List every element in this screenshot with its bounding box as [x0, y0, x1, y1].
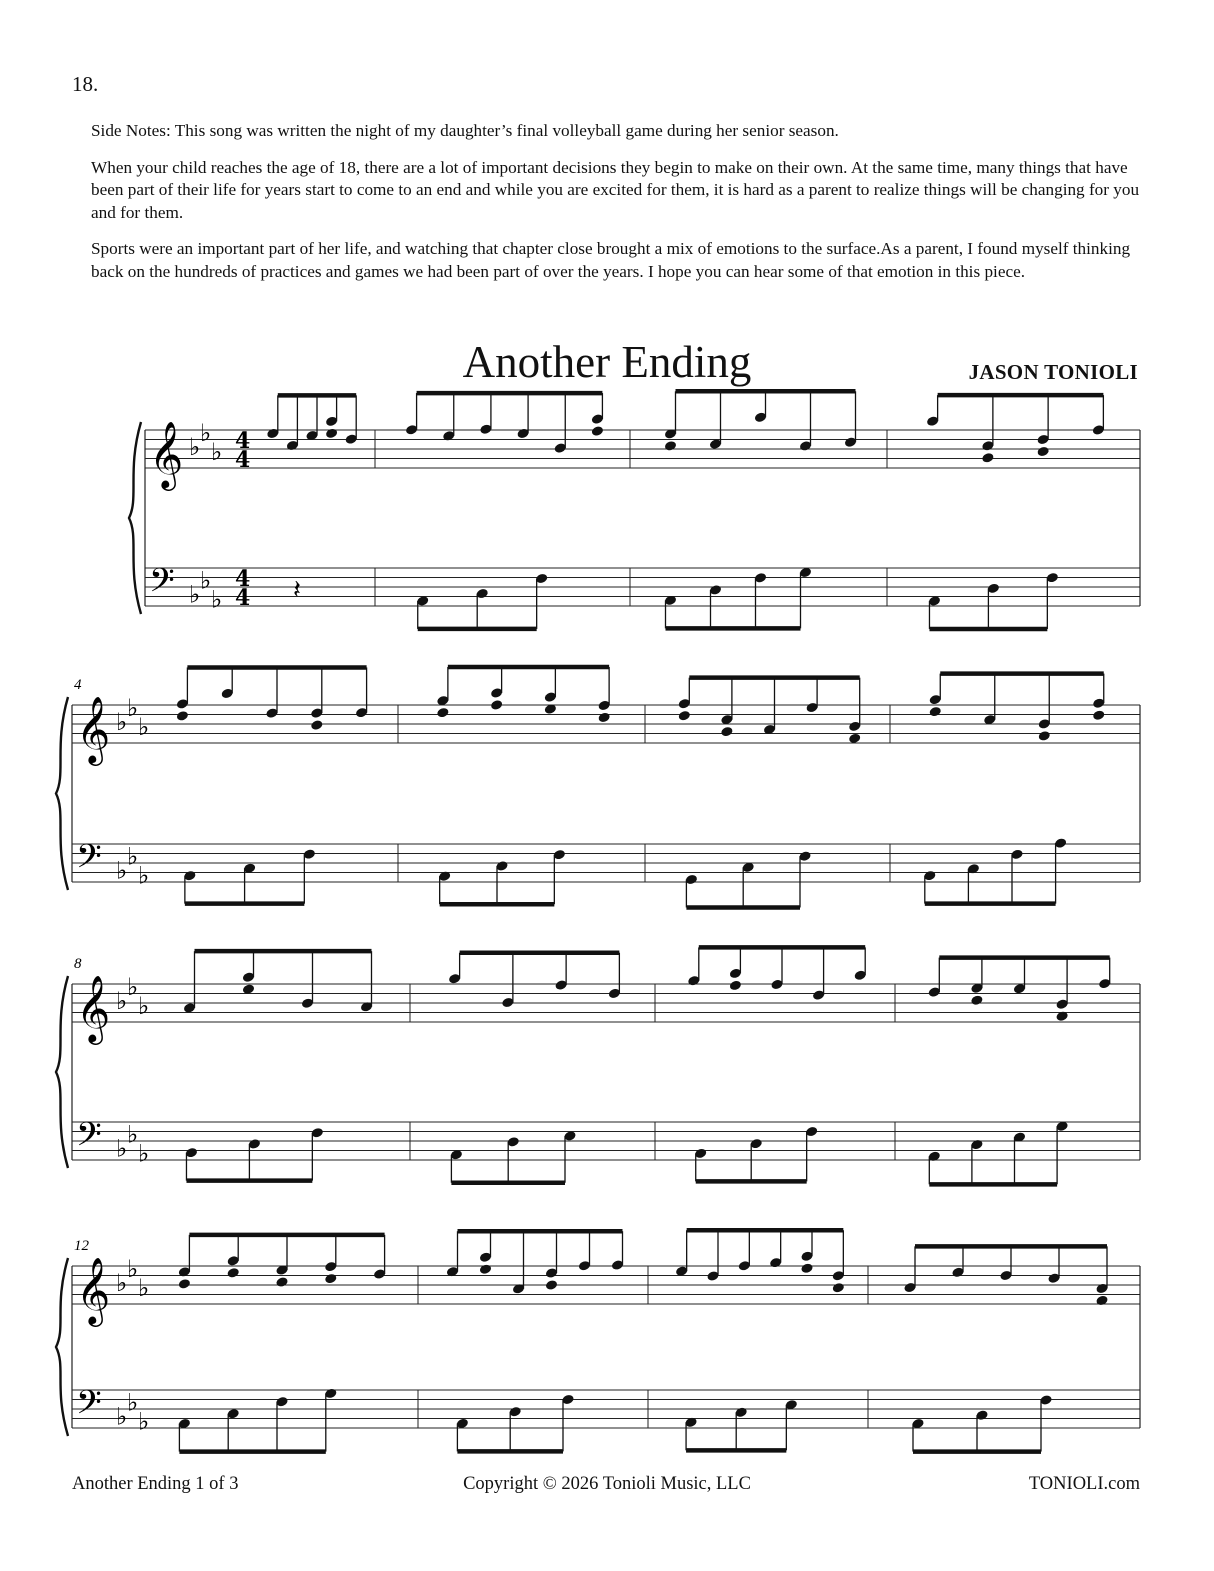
- time-signature: 4: [235, 585, 251, 611]
- footer-copyright: Copyright © 2026 Tonioli Music, LLC: [463, 1474, 751, 1494]
- note-head: [1092, 709, 1105, 721]
- flat-sign: ♭: [127, 972, 139, 1001]
- footer-page-info: Another Ending 1 of 3: [72, 1474, 239, 1494]
- music-system: [56, 667, 1140, 908]
- note-head: [720, 726, 733, 738]
- flat-sign: ♭: [116, 987, 128, 1015]
- bass-clef: 𝄢: [76, 1116, 102, 1162]
- note-head: [176, 710, 189, 722]
- time-signature: 4: [235, 447, 251, 473]
- treble-clef: 𝄞: [149, 420, 184, 488]
- page-number: 18.: [72, 72, 99, 96]
- brace: [56, 697, 68, 890]
- note-head: [729, 980, 742, 992]
- treble-clef: 𝄞: [76, 695, 111, 763]
- music-system: [56, 947, 1140, 1184]
- note-head: [490, 699, 503, 711]
- note-head: [800, 1262, 813, 1274]
- note-head: [832, 1282, 845, 1294]
- note-head: [981, 452, 994, 464]
- flat-sign: ♭: [138, 1407, 150, 1436]
- music-system: [129, 391, 1140, 629]
- bass-clef: 𝄢: [76, 838, 102, 884]
- note-head: [545, 1279, 558, 1291]
- flat-sign: ♭: [116, 856, 128, 885]
- flat-sign: ♭: [138, 861, 150, 890]
- note-head: [848, 732, 861, 744]
- footer-website: TONIOLI.com: [1028, 1474, 1140, 1494]
- music-system: [56, 1230, 1140, 1451]
- flat-sign: ♭: [116, 1402, 128, 1431]
- brace: [129, 422, 141, 614]
- treble-clef: 𝄞: [76, 974, 111, 1042]
- composer-name: JASON TONIOLI: [968, 360, 1138, 384]
- measure-number: 8: [74, 956, 82, 972]
- rest-symbol: 𝄽: [293, 575, 301, 605]
- flat-sign: ♭: [116, 1269, 128, 1297]
- song-title: Another Ending: [462, 337, 752, 387]
- note-head: [324, 1273, 337, 1285]
- flat-sign: ♭: [127, 1254, 139, 1283]
- time-signature: 4: [235, 428, 251, 454]
- flat-sign: ♭: [116, 708, 128, 736]
- brace: [56, 976, 68, 1168]
- note-head: [678, 710, 691, 722]
- bass-clef: 𝄢: [76, 1384, 102, 1430]
- note-head: [591, 425, 604, 437]
- flat-sign: ♭: [138, 1139, 150, 1168]
- note-head: [436, 707, 449, 719]
- note-head: [178, 1278, 191, 1290]
- note-head: [970, 994, 983, 1006]
- side-notes-paragraph-2: Sports were an important part of her life, and watching that chapter close brought a mix of emotions to the surface.As a parent, I found myself thinking back on the hundreds of practices and games we had been part of over the years. I hope you can hear some of that emotion in this piece.: [91, 239, 1131, 281]
- note-head: [310, 719, 323, 731]
- note-head: [1038, 730, 1051, 742]
- note-head: [1095, 1295, 1108, 1307]
- flat-sign: ♭: [138, 991, 150, 1020]
- brace: [56, 1258, 68, 1436]
- note-head: [929, 706, 942, 718]
- side-notes-intro: Side Notes: This song was written the night of my daughter’s final volleyball game during her senior season.: [91, 121, 839, 140]
- note-head: [664, 440, 677, 452]
- note-head: [479, 1263, 492, 1275]
- note-head: [325, 427, 338, 439]
- flat-sign: ♭: [138, 712, 150, 741]
- flat-sign: ♭: [211, 437, 223, 466]
- treble-clef: 𝄞: [76, 1256, 111, 1324]
- note-head: [597, 712, 610, 724]
- flat-sign: ♭: [189, 433, 201, 461]
- flat-sign: ♭: [189, 580, 201, 609]
- side-notes-paragraph-1: When your child reaches the age of 18, there are a lot of important decisions they begin to make on their own. At the same time, many things that have been part of their life for years start to come to an end and while you are excited for them, it is hard as a parent to realize things will be changing for you and for them.: [91, 157, 1140, 222]
- flat-sign: ♭: [127, 842, 139, 871]
- note-head: [227, 1267, 240, 1279]
- note-head: [1036, 446, 1049, 458]
- measure-number: 12: [74, 1238, 89, 1254]
- note-head: [275, 1276, 288, 1288]
- measure-number: 4: [74, 677, 82, 693]
- flat-sign: ♭: [200, 566, 212, 595]
- flat-sign: ♭: [211, 585, 223, 614]
- flat-sign: ♭: [127, 693, 139, 722]
- flat-sign: ♭: [127, 1120, 139, 1149]
- flat-sign: ♭: [116, 1134, 128, 1163]
- time-signature: 4: [235, 566, 251, 592]
- flat-sign: ♭: [138, 1273, 150, 1302]
- flat-sign: ♭: [200, 418, 212, 447]
- bass-clef: 𝄢: [149, 562, 175, 608]
- flat-sign: ♭: [127, 1388, 139, 1417]
